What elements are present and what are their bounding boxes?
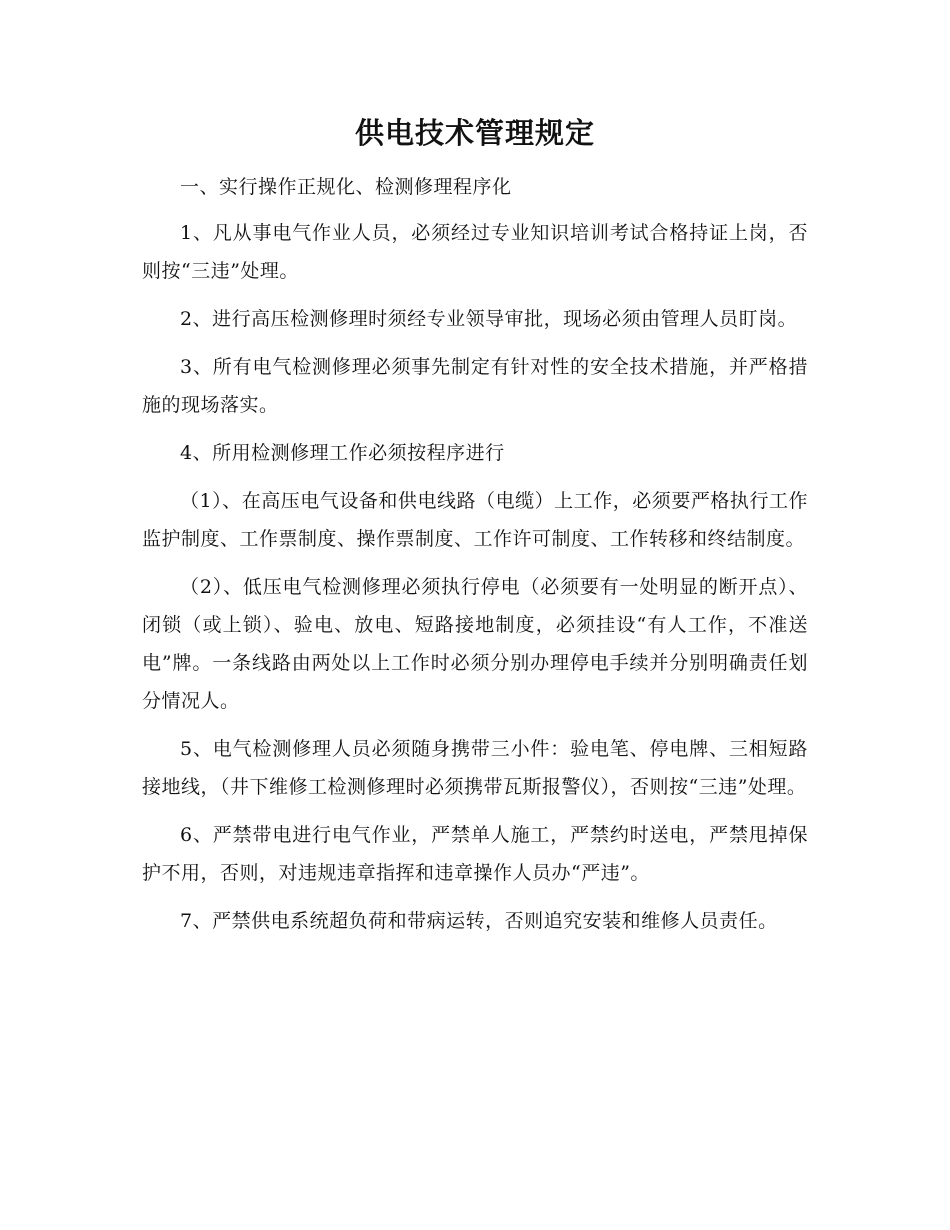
rule-4-sub-2: （2）、低压电气检测修理必须执行停电（必须要有一处明显的断开点）、闭锁（或上锁）、验电、放电、短路接地制度，必须挂设“有人工作，不准送电”牌。一条线路由两处以上工作时必须分别办理停电手续并分别明确责任划分情况人。: [142, 576, 808, 712]
rule-2: 2、进行高压检测修理时须经专业领导审批，现场必须由管理人员盯岗。: [180, 308, 798, 330]
rule-3: 3、所有电气检测修理必须事先制定有针对性的安全技术措施，并严格措施的现场落实。: [142, 356, 808, 416]
rule-7: 7、严禁供电系统超负荷和带病运转，否则追究安装和维修人员责任。: [180, 910, 778, 932]
rule-4: 4、所用检测修理工作必须按程序进行: [180, 442, 505, 464]
rule-5: 5、电气检测修理人员必须随身携带三小件：验电笔、停电牌、三相短路接地线，（井下维修工检测修理时必须携带瓦斯报警仪），否则按“三违”处理。: [142, 738, 808, 798]
rule-6: 6、严禁带电进行电气作业，严禁单人施工，严禁约时送电，严禁甩掉保护不用，否则，对违规违章指挥和违章操作人员办“严违”。: [142, 824, 808, 884]
rule-4-sub-1: （1）、在高压电气设备和供电线路（电缆）上工作，必须要严格执行工作监护制度、工作票制度、操作票制度、工作许可制度、工作转移和终结制度。: [142, 490, 808, 550]
rule-1: 1、凡从事电气作业人员，必须经过专业知识培训考试合格持证上岗，否则按“三违”处理。: [142, 222, 808, 282]
document-page: [142, 110, 808, 950]
document-title: 供电技术管理规定: [354, 116, 595, 150]
section-heading-1: 一、实行操作正规化、检测修理程序化: [180, 176, 512, 198]
